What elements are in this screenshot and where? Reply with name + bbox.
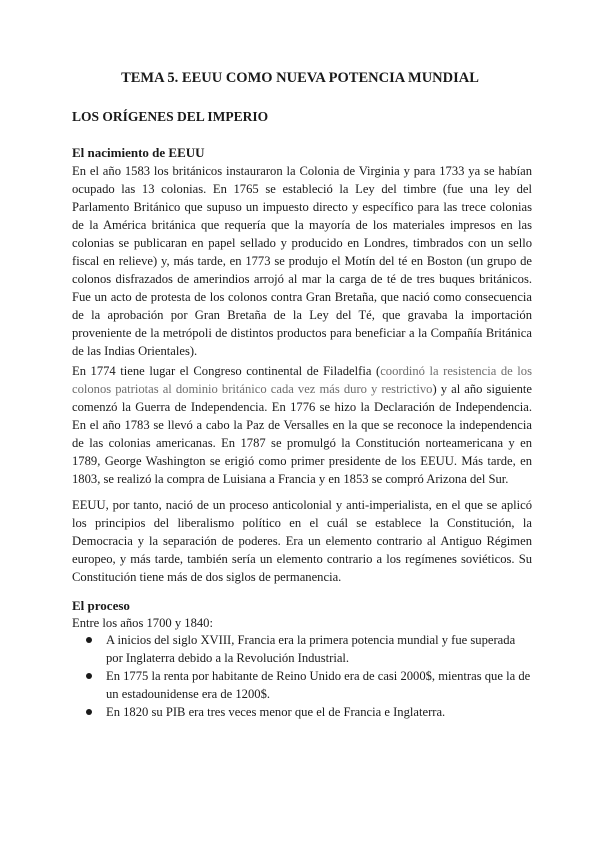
paragraph-1: En el año 1583 los británicos instauraron la Colonia de Virginia y para 1733 ya se habían ocupado las 13 colonias. En 1765 se estableció la Ley del timbre (fue una ley del Parlamento Británico que supuso un impuesto directo y específico para las trece colonias de la América británica que requería que la mayoría de los materiales impresos en las colonias se publicaran en papel sellado y producido en Londres, timbrados con un sello fiscal en relieve) y, más tarde, en 1773 se produjo el Motín del té en Boston (un grupo de colonos disfrazados de amerindios arrojó al mar la carga de té de tres buques británicos. Fue un acto de protesta de los colonos contra Gran Bretaña, que nació como consecuencia de la aprobación por Gran Bretaña de la Ley del Té, que gravaba la importación proveniente de la metrópoli de distintos productos para beneficiar a la Compañía Británica de las Indias Orientales). xyxy=(72,164,532,358)
process-list xyxy=(72,631,532,721)
document-title: TEMA 5. EEUU COMO NUEVA POTENCIA MUNDIAL xyxy=(121,70,479,86)
list-item xyxy=(72,667,532,703)
list-item-text: En 1775 la renta por habitante de Reino Unido era de casi 2000$, mientras que la de un estadounidense era de 1200$. xyxy=(106,669,531,701)
list-item-text: A inicios del siglo XVIII, Francia era la primera potencia mundial y fue superada por Inglaterra debido a la Revolución Industrial. xyxy=(106,633,516,665)
bullet-icon xyxy=(86,673,92,679)
paragraph-3: EEUU, por tanto, nació de un proceso anticolonial y anti-imperialista, en el que se aplicó los principios del liberalismo político en el cuál se establece la Constitución, la Democracia y la separación de poderes. Era un elemento contrario al Antiguo Régimen europeo, y más tarde, también sería un elemento contrario a los regímenes soviéticos. Su Constitución tiene más de dos siglos de permanencia. xyxy=(72,498,532,584)
subsection-heading-nacimiento: El nacimiento de EEUU xyxy=(72,145,205,160)
bullet-icon xyxy=(86,637,92,643)
section-heading: LOS ORÍGENES DEL IMPERIO xyxy=(72,109,269,124)
subsection-heading-proceso: El proceso xyxy=(72,598,130,613)
paragraph-2-part-a: En 1774 tiene lugar el Congreso continental de Filadelfia ( xyxy=(72,364,381,378)
list-item-text: En 1820 su PIB era tres veces menor que el de Francia e Inglaterra. xyxy=(106,705,446,719)
paragraph-2-part-b: ) y al año siguiente comenzó la Guerra de Independencia. En 1776 se hizo la Declaración de Independencia. En el año 1783 se llevó a cabo la Paz de Versalles en la que se reconoce la independencia de las colonias americanas. En 1787 se promulgó la Constitución norteamericana y en 1789, George Washington se erigió como primer presidente de los EEUU. Más tarde, en 1803, se realizó la compra de Luisiana a Francia y en 1853 se compró Arizona del Sur. xyxy=(72,382,533,486)
paragraph-2 xyxy=(72,362,532,488)
list-item xyxy=(72,631,532,667)
paragraph-2-faded-text: coordinó la resistencia de los colonos patriotas al dominio británico cada vez más duro y restrictivo xyxy=(72,364,532,396)
process-intro: Entre los años 1700 y 1840: xyxy=(72,616,213,630)
list-item xyxy=(72,703,532,721)
bullet-icon xyxy=(86,709,92,715)
